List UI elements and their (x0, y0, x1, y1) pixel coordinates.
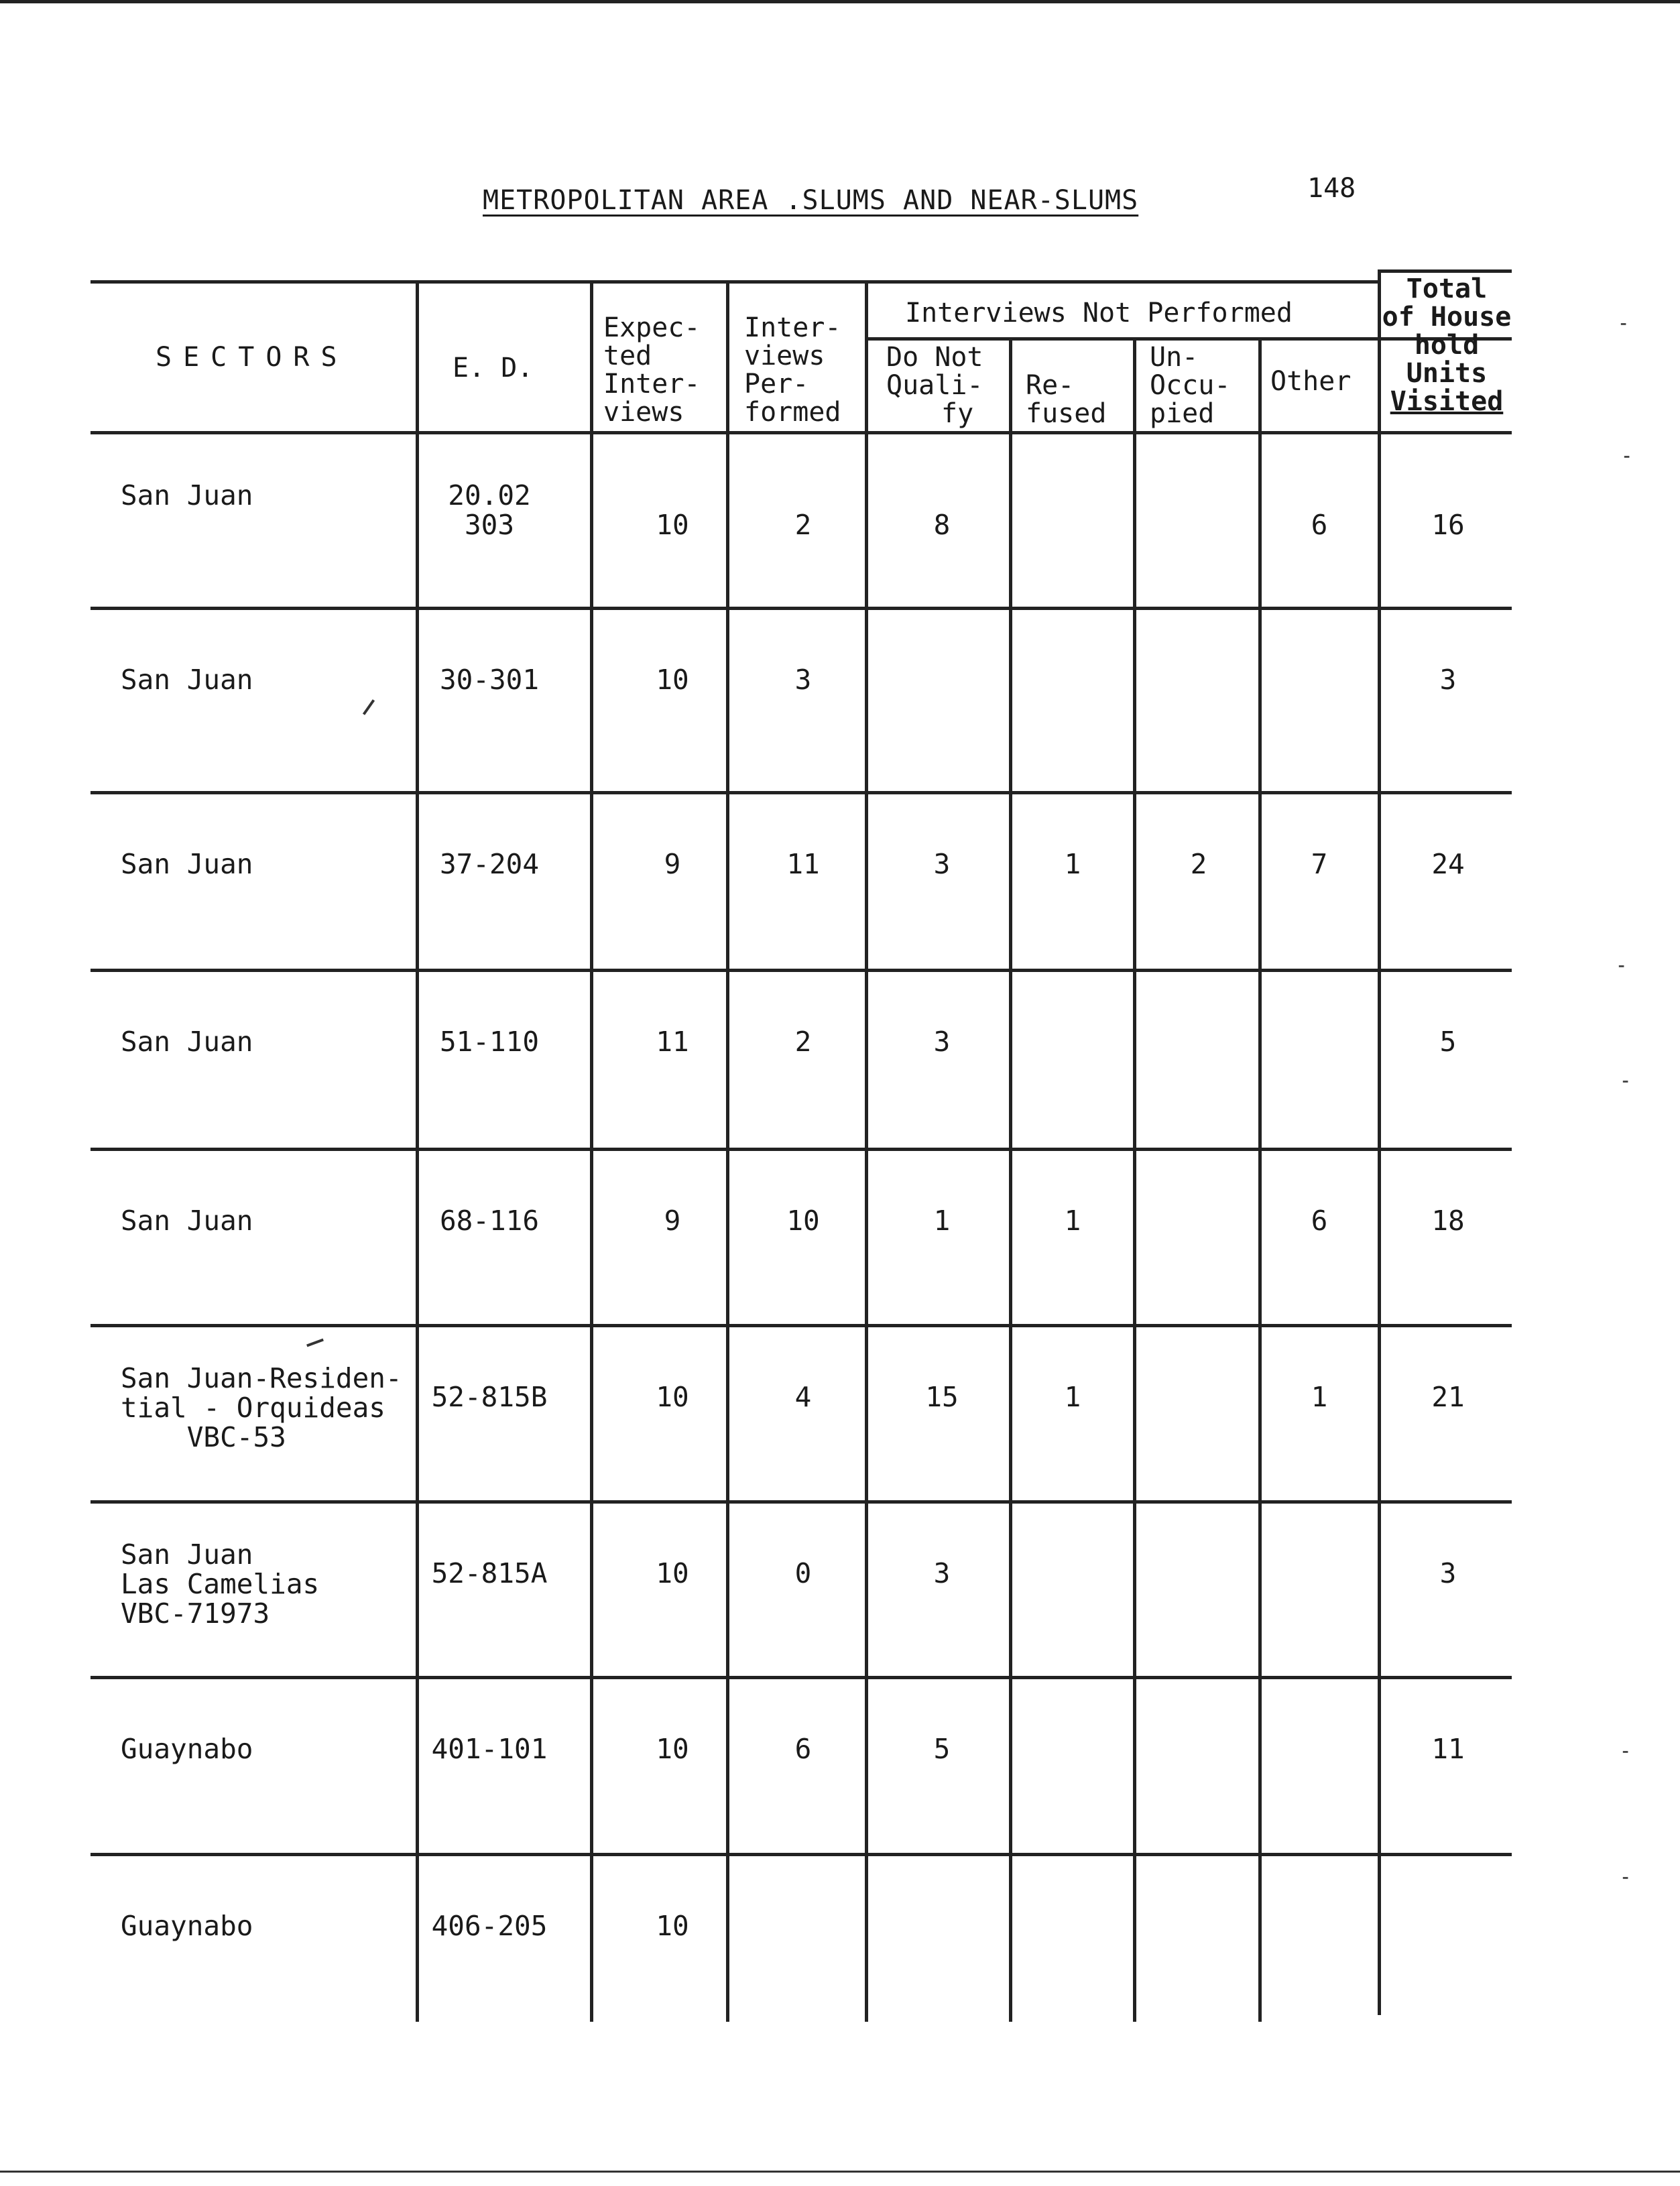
margin-mark: ⁃ (1622, 448, 1631, 468)
cell-performed: 2 (794, 1026, 812, 1058)
cell-expected: 11 (656, 1026, 689, 1058)
cell-other: 7 (1311, 848, 1328, 880)
cell-expected: 10 (656, 1557, 689, 1589)
cell-total: 3 (1439, 1557, 1457, 1589)
margin-mark: ⁃ (1621, 1869, 1630, 1889)
margin-mark: ⁃ (1617, 957, 1626, 977)
column-rule (416, 280, 419, 2022)
cell-total: 24 (1431, 848, 1465, 880)
cell-total: 18 (1431, 1205, 1465, 1237)
column-rule (1133, 337, 1136, 2022)
cell-other: 6 (1311, 509, 1328, 541)
cell-performed: 11 (786, 848, 820, 880)
header-sectors: SECTORS (156, 342, 349, 373)
row-rule (91, 969, 1512, 972)
cell-expected: 10 (656, 1381, 689, 1413)
cell-total: 21 (1431, 1381, 1465, 1413)
cell-ed: 52-815A (431, 1557, 548, 1589)
margin-mark: ⁃ (1621, 1743, 1630, 1763)
row-rule (91, 1324, 1512, 1327)
cell-refused: 1 (1064, 1381, 1081, 1413)
cell-do-not-qualify: 3 (933, 1557, 951, 1589)
cell-sector: San Juan (121, 479, 253, 511)
cell-refused: 1 (1064, 1205, 1081, 1237)
page-number: 148 (1307, 173, 1356, 204)
column-rule (1009, 337, 1012, 2022)
cell-do-not-qualify: 1 (933, 1205, 951, 1237)
cell-ed: 30-301 (439, 664, 540, 696)
cell-other: 6 (1311, 1205, 1328, 1237)
cell-performed: 4 (794, 1381, 812, 1413)
cell-do-not-qualify: 8 (933, 509, 951, 541)
cell-total: 16 (1431, 509, 1465, 541)
row-rule (91, 1676, 1512, 1679)
header-other: Other (1270, 366, 1352, 397)
cell-total: 3 (1439, 664, 1457, 696)
cell-sector: San Juan (121, 848, 253, 880)
cell-expected: 10 (656, 509, 689, 541)
margin-mark: ⁃ (1621, 1073, 1630, 1093)
cell-refused: 1 (1064, 848, 1081, 880)
cell-performed: 0 (794, 1557, 812, 1589)
header-do-not-qualify: Do Not Quali- fy (886, 342, 983, 429)
cell-performed: 2 (794, 509, 812, 541)
page-top-rule (0, 0, 1680, 3)
cell-sector: Guaynabo (121, 1910, 253, 1942)
cell-ed: 37-204 (439, 848, 540, 880)
column-rule (1378, 269, 1381, 2015)
cell-total: 11 (1431, 1733, 1465, 1765)
column-rule (1258, 337, 1262, 2022)
row-rule (91, 1500, 1512, 1504)
cell-do-not-qualify: 15 (925, 1381, 959, 1413)
cell-unoccupied: 2 (1190, 848, 1207, 880)
cell-performed: 10 (786, 1205, 820, 1237)
column-rule (726, 280, 729, 2022)
pencil-tick-mark (363, 699, 375, 715)
cell-expected: 10 (656, 664, 689, 696)
header-refused: Re- fused (1026, 370, 1107, 429)
cell-ed: 406-205 (431, 1910, 548, 1942)
header-expected-interviews: Expec- ted Inter- views (603, 312, 701, 428)
header-bottom-rule (91, 431, 1512, 434)
cell-expected: 9 (664, 848, 681, 880)
cell-do-not-qualify: 3 (933, 848, 951, 880)
cell-sector: Guaynabo (121, 1733, 253, 1765)
row-rule (91, 1148, 1512, 1151)
row-rule (91, 791, 1512, 794)
cell-expected: 10 (656, 1733, 689, 1765)
header-ed: E. D. (453, 353, 534, 383)
cell-performed: 6 (794, 1733, 812, 1765)
cell-ed: 52-815B (431, 1381, 548, 1413)
cell-do-not-qualify: 5 (933, 1733, 951, 1765)
pencil-tick-mark (306, 1339, 324, 1347)
page-bottom-rule (0, 2171, 1680, 2173)
cell-sector: San Juan (121, 1026, 253, 1058)
header-interviews-performed: Inter- views Per- formed (744, 312, 841, 428)
cell-sector: San Juan Las Camelias VBC-71973 (121, 1538, 320, 1630)
cell-performed: 3 (794, 664, 812, 696)
header-total-household-units: Total of House hold Units Visited (1382, 274, 1512, 417)
row-rule (91, 1853, 1512, 1856)
cell-ed: 401-101 (431, 1733, 548, 1765)
header-unoccupied: Un- Occu- pied (1150, 342, 1231, 429)
cell-expected: 9 (664, 1205, 681, 1237)
cell-sector: San Juan (121, 1205, 253, 1237)
cell-ed: 68-116 (439, 1205, 540, 1237)
table-top-rule (91, 280, 1381, 284)
column-rule (590, 280, 593, 2022)
header-interviews-not-performed: Interviews Not Performed (905, 298, 1293, 328)
cell-total: 5 (1439, 1026, 1457, 1058)
cell-ed: 51-110 (439, 1026, 540, 1058)
page-title: METROPOLITAN AREA .SLUMS AND NEAR-SLUMS (483, 185, 1139, 216)
cell-sector: San Juan-Residen- tial - Orquideas VBC-53 (121, 1362, 402, 1453)
cell-expected: 10 (656, 1910, 689, 1942)
column-rule (865, 280, 868, 2022)
cell-other: 1 (1311, 1381, 1328, 1413)
cell-sector: San Juan (121, 664, 253, 696)
cell-do-not-qualify: 3 (933, 1026, 951, 1058)
margin-mark: ⁃ (1619, 315, 1628, 335)
cell-ed: 20.02 303 (448, 479, 531, 541)
row-rule (91, 607, 1512, 610)
table-top-rule-right (1378, 269, 1512, 273)
